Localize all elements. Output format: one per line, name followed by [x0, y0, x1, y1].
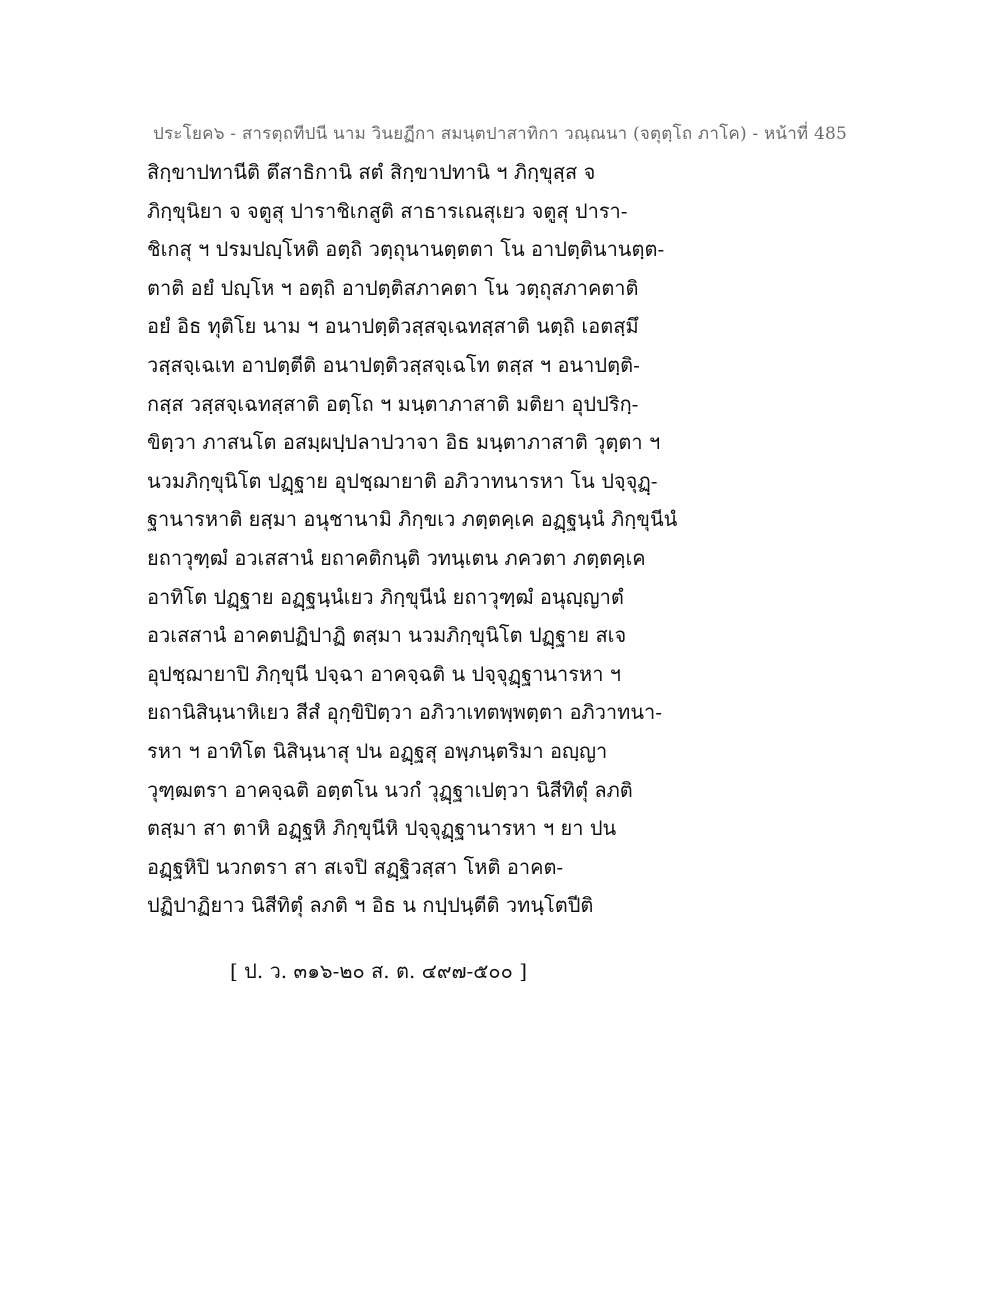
page-header: ประโยค๖ - สารตฺถทีปนี นาม วินยฏีกา สมนฺตปาสาทิกา วณฺณนา (จตุตฺโถ ภาโค) - หน้าที่ 485 — [152, 124, 847, 144]
text-line: ฐานารหาติ ยสฺมา อนุชานามิ ภิกฺขเว ภตฺตคฺเค อฏฺฐนฺนํ ภิกฺขุนีนํ — [147, 507, 678, 532]
text-line: สิกฺขาปทานีติ ตึสาธิกานิ สตํ สิกฺขาปทานิ ฯ ภิกฺขุสฺส จ — [147, 160, 596, 184]
text-line: ภิกฺขุนิยา จ จตูสุ ปาราชิเกสูติ สาธารเณสุเยว จตูสุ ปารา- — [147, 198, 628, 223]
text-line: ตสฺมา สา ตาหิ อฏฺฐหิ ภิกฺขุนีหิ ปจฺจุฏฺฐานารหา ฯ ยา ปน — [147, 816, 617, 841]
text-line: อุปชฺฌายาปิ ภิกฺขุนี ปจฺฉา อาคจฺฉติ น ปจฺจุฏฺฐานารหา ฯ — [147, 661, 622, 686]
text-line: ยถาวุฑฺฒํ อวเสสานํ ยถาคติกนฺติ วทนฺเตน ภควตา ภตฺตคฺเค — [147, 545, 646, 570]
text-line: นวมภิกฺขุนิโต ปฏฺฐาย อุปชฺฌายาติ อภิวาทนารหา โน ปจฺจุฏฺ- — [147, 468, 658, 493]
text-line: วสฺสจฺเฉเท อาปตฺตีติ อนาปตฺติวสฺสจฺเฉโท ตสฺส ฯ อนาปตฺติ- — [147, 352, 640, 377]
body-text — [147, 157, 707, 929]
reference-citation: [ ป. ว. ๓๑๖-๒๐ ส. ต. ๔๙๗-๕๐๐ ] — [230, 959, 528, 983]
text-line: ยถานิสินฺนาหิเยว สีสํ อุกฺขิปิตฺวา อภิวาเทตพฺพตฺตา อภิวาทนา- — [147, 700, 662, 725]
text-line: อยํ อิธ ทุติโย นาม ฯ อนาปตฺติวสฺสจฺเฉทสฺสาติ นตฺถิ เอตสฺมึ — [147, 314, 639, 339]
text-line: อฏฺฐหิปิ นวกตรา สา สเจปิ สฏฺฐิวสฺสา โหติ อาคต- — [147, 854, 564, 879]
text-line: ตาติ อยํ ปญฺโห ฯ อตฺถิ อาปตฺติสภาคตา โน วตฺถุสภาคตาติ — [147, 275, 639, 300]
text-line: วุฑฺฒตรา อาคจฺฉติ อตฺตโน นวกํ วุฏฺฐาเปตฺวา นิสีทิตุํ ลภติ — [147, 777, 633, 802]
text-line: อวเสสานํ อาคตปฏิปาฏิ ตสฺมา นวมภิกฺขุนิโต ปฏฺฐาย สเจ — [147, 623, 627, 648]
text-line: รหา ฯ อาทิโต นิสินฺนาสุ ปน อฏฺฐสุ อพฺภนฺตริมา อญฺญา — [147, 738, 608, 763]
text-line: ขิตฺวา ภาสนโต อสมฺผปฺปลาปวาจา อิธ มนฺตาภาสาติ วุตฺตา ฯ — [147, 430, 661, 455]
text-line: อาทิโต ปฏฺฐาย อฏฺฐนฺนํเยว ภิกฺขุนีนํ ยถาวุฑฺฒํ อนุญฺญาตํ — [147, 584, 624, 609]
text-line: กสฺส วสฺสจฺเฉทสฺสาติ อตฺโถ ฯ มนฺตาภาสาติ มติยา อุปปริกฺ- — [147, 391, 639, 416]
text-line: ชิเกสุ ฯ ปรมปญฺโหติ อตฺถิ วตฺถุนานตฺตตา โน อาปตฺตินานตฺต- — [147, 237, 665, 262]
text-line: ปฏิปาฏิยาว นิสีทิตุํ ลภติ ฯ อิธ น กปฺปนฺตีติ วทนฺโตปีติ — [147, 893, 594, 918]
